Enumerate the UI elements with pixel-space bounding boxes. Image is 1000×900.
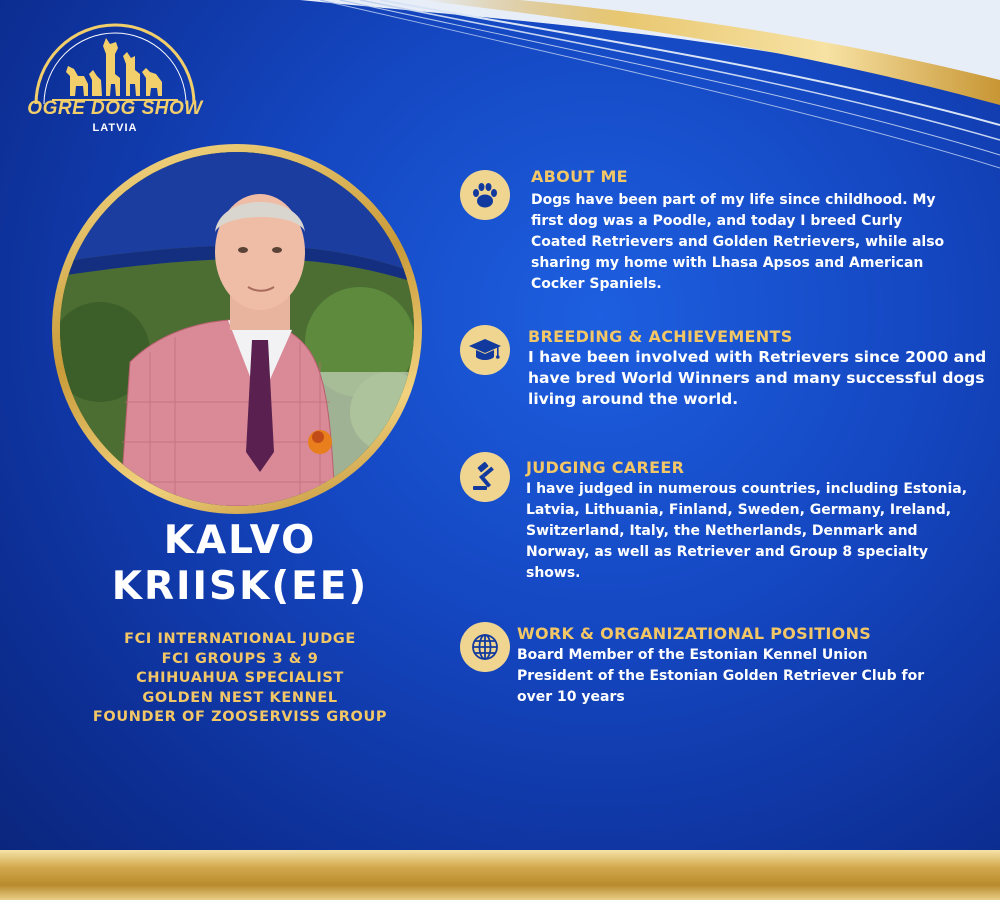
judge-name <box>40 518 440 610</box>
section-heading: BREEDING & ACHIEVEMENTS <box>528 327 793 346</box>
breeding-section <box>460 325 990 415</box>
about-me-section <box>460 166 980 296</box>
gold-bottom-band <box>0 850 1000 900</box>
section-heading: JUDGING CAREER <box>526 458 685 477</box>
body-line: living around the world. <box>528 390 739 408</box>
ogre-dog-show-logo <box>22 14 208 142</box>
judge-titles <box>40 630 440 728</box>
body-line: Cocker Spaniels. <box>531 276 662 292</box>
graduation-cap-icon <box>460 325 510 375</box>
body-line: have bred World Winners and many successful dogs <box>528 369 985 387</box>
body-line: Switzerland, Italy, the Netherlands, Denmark and <box>526 523 918 539</box>
judge-title: FCI INTERNATIONAL JUDGE <box>124 631 356 647</box>
section-heading: ABOUT ME <box>531 167 628 186</box>
body-line: first dog was a Poodle, and today I breed Curly <box>531 213 903 229</box>
body-line: shows. <box>526 565 581 581</box>
judge-portrait <box>60 152 414 506</box>
body-line: Board Member of the Estonian Kennel Union <box>517 647 868 663</box>
gavel-icon <box>460 452 510 502</box>
section-body <box>528 347 986 410</box>
portrait-frame <box>52 144 422 514</box>
judge-title: GOLDEN NEST KENNEL <box>142 689 338 706</box>
logo-title: OGRE DOG SHOW <box>27 98 203 119</box>
section-body <box>526 479 967 584</box>
judge-name-line1: KALVO <box>163 518 317 563</box>
judge-title: FCI GROUPS 3 & 9 <box>161 650 319 667</box>
judge-title: FOUNDER OF ZOOSERVISS GROUP <box>92 709 388 725</box>
section-heading: WORK & ORGANIZATIONAL POSITIONS <box>517 624 872 643</box>
section-body <box>531 190 944 295</box>
body-line: Coated Retrievers and Golden Retrievers, while also <box>531 234 945 250</box>
work-positions-section <box>460 622 990 712</box>
judging-career-section <box>460 450 990 590</box>
globe-icon <box>460 622 510 672</box>
section-body <box>517 645 924 708</box>
body-line: President of the Estonian Golden Retriever Club for <box>517 668 925 684</box>
logo-subtitle: LATVIA <box>92 122 138 134</box>
body-line: Latvia, Lithuania, Finland, Sweden, Germany, Ireland, <box>526 502 952 518</box>
body-line: Dogs have been part of my life since childhood. My <box>531 192 936 208</box>
body-line: Norway, as well as Retriever and Group 8 specialty <box>526 544 929 560</box>
paw-icon <box>460 170 510 220</box>
body-line: I have been involved with Retrievers since 2000 and <box>528 348 987 366</box>
body-line: sharing my home with Lhasa Apsos and American <box>531 255 924 271</box>
body-line: over 10 years <box>517 689 625 705</box>
judge-name-line2: KRIISK(EE) <box>111 564 369 609</box>
judge-title: CHIHUAHUA SPECIALIST <box>136 670 344 686</box>
body-line: I have judged in numerous countries, including Estonia, <box>526 481 968 497</box>
